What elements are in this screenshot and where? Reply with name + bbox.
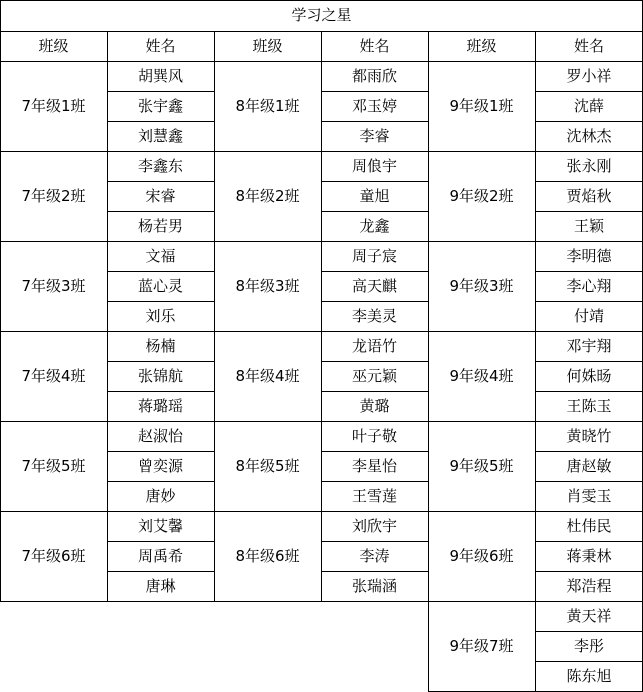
grid-line [535,61,536,692]
grid-line [321,31,322,62]
student-name-cell: 黄晓竹 [535,421,643,451]
grid-line [321,181,429,182]
grid-line [321,541,429,542]
grid-line [535,301,643,302]
student-name-cell: 李涛 [321,541,428,571]
student-name-cell: 邓宇翔 [535,331,643,361]
table-title: 学习之星 [0,0,643,31]
class-cell: 7年级3班 [0,241,107,331]
grid-line [214,31,215,62]
student-name-cell: 赵淑怡 [107,421,214,451]
grid-line [0,151,215,152]
grid-line [214,511,429,512]
grid-line [535,631,643,632]
student-name-cell: 李睿 [321,121,428,151]
grid-line [535,481,643,482]
student-name-cell: 罗小祥 [535,61,643,91]
student-name-cell: 周禹希 [107,541,214,571]
student-name-cell: 贾焰秋 [535,181,643,211]
student-name-cell: 王陈玉 [535,391,643,421]
class-cell: 9年级1班 [428,61,535,151]
student-name-cell: 刘慧鑫 [107,121,214,151]
class-cell: 7年级2班 [0,151,107,241]
grid-line [107,361,215,362]
student-name-cell: 李鑫东 [107,151,214,181]
grid-line [107,271,215,272]
grid-line [321,481,429,482]
student-name-cell: 刘欣宇 [321,511,428,541]
student-name-cell: 李心翔 [535,271,643,301]
grid-line [107,541,215,542]
student-name-cell: 文福 [107,241,214,271]
class-cell: 8年级5班 [214,421,321,511]
grid-line [107,391,215,392]
student-name-cell: 胡巽风 [107,61,214,91]
grid-line [535,181,643,182]
grid-line [321,211,429,212]
class-cell: 7年级5班 [0,421,107,511]
grid-line [0,511,215,512]
grid-line [321,391,429,392]
student-name-cell: 沈林杰 [535,121,643,151]
column-header-name: 姓名 [107,31,214,61]
student-name-cell: 张永刚 [535,151,643,181]
grid-line [428,601,643,602]
grid-line [0,31,1,62]
student-name-cell: 陈东旭 [535,661,643,691]
class-cell: 7年级1班 [0,61,107,151]
class-cell: 7年级6班 [0,511,107,601]
grid-line [321,91,429,92]
grid-line [0,0,643,1]
grid-line [107,451,215,452]
grid-line [321,571,429,572]
student-name-cell: 李星怡 [321,451,428,481]
student-name-cell: 黄天祥 [535,601,643,631]
grid-line [428,421,643,422]
student-name-cell: 肖雯玉 [535,481,643,511]
grid-line [214,151,429,152]
column-header-class: 班级 [214,31,321,61]
grid-line [428,61,429,692]
student-name-cell: 李明德 [535,241,643,271]
student-name-cell: 巫元颖 [321,361,428,391]
grid-line [107,91,215,92]
column-header-name: 姓名 [535,31,643,61]
student-name-cell: 张宇鑫 [107,91,214,121]
grid-line [214,421,429,422]
class-cell: 9年级5班 [428,421,535,511]
grid-line [214,331,429,332]
grid-line [0,421,215,422]
grid-line [107,571,215,572]
student-name-cell: 唐琳 [107,571,214,601]
grid-line [321,271,429,272]
student-name-cell: 刘艾馨 [107,511,214,541]
grid-line [535,451,643,452]
student-name-cell: 周俍宇 [321,151,428,181]
grid-line [107,301,215,302]
student-name-cell: 蒋璐瑶 [107,391,214,421]
grid-line [428,31,429,62]
student-name-cell: 都雨欣 [321,61,428,91]
grid-line [321,451,429,452]
grid-line [535,91,643,92]
grid-line [107,181,215,182]
grid-line [535,361,643,362]
grid-line [107,121,215,122]
grid-line [535,571,643,572]
student-name-cell: 周子宸 [321,241,428,271]
grid-line [0,601,215,602]
student-name-cell: 杨楠 [107,331,214,361]
student-name-cell: 高天麒 [321,271,428,301]
class-cell: 8年级6班 [214,511,321,601]
student-name-cell: 蒋秉林 [535,541,643,571]
grid-line [0,241,215,242]
grid-line [535,121,643,122]
grid-line [535,31,536,62]
grid-line [535,271,643,272]
student-name-cell: 张锦航 [107,361,214,391]
student-name-cell: 张瑞涵 [321,571,428,601]
grid-line [428,241,643,242]
class-cell: 8年级1班 [214,61,321,151]
grid-line [428,331,643,332]
class-cell: 9年级6班 [428,511,535,601]
student-name-cell: 童旭 [321,181,428,211]
class-cell: 9年级4班 [428,331,535,421]
grid-line [321,301,429,302]
student-name-cell: 杜伟民 [535,511,643,541]
student-name-cell: 沈薛 [535,91,643,121]
student-name-cell: 付靖 [535,301,643,331]
student-name-cell: 王雪莲 [321,481,428,511]
student-name-cell: 曾奕源 [107,451,214,481]
student-name-cell: 叶子敬 [321,421,428,451]
student-name-cell: 唐妙 [107,481,214,511]
student-name-cell: 王颖 [535,211,643,241]
grid-line [535,211,643,212]
class-cell: 8年级2班 [214,151,321,241]
class-cell: 9年级2班 [428,151,535,241]
column-header-class: 班级 [428,31,535,61]
grid-line [107,31,108,62]
student-name-cell: 邓玉婷 [321,91,428,121]
student-name-cell: 黄璐 [321,391,428,421]
class-cell: 7年级4班 [0,331,107,421]
grid-line [107,211,215,212]
student-name-cell: 李彤 [535,631,643,661]
student-name-cell: 郑浩程 [535,571,643,601]
grid-line [214,241,429,242]
grid-line [214,601,429,602]
class-cell: 9年级7班 [428,601,535,691]
grid-line [321,121,429,122]
grid-line [428,151,643,152]
grid-line [107,481,215,482]
student-name-cell: 龙语竹 [321,331,428,361]
class-cell: 9年级3班 [428,241,535,331]
grid-line [428,511,643,512]
grid-line [535,541,643,542]
grid-line [0,0,1,32]
grid-line [321,361,429,362]
student-name-cell: 何姝旸 [535,361,643,391]
column-header-class: 班级 [0,31,107,61]
student-name-cell: 蓝心灵 [107,271,214,301]
grid-line [535,661,643,662]
student-name-cell: 刘乐 [107,301,214,331]
student-name-cell: 李美灵 [321,301,428,331]
class-cell: 8年级3班 [214,241,321,331]
student-name-cell: 唐赵敏 [535,451,643,481]
grid-line [535,391,643,392]
student-name-cell: 杨若男 [107,211,214,241]
student-name-cell: 龙鑫 [321,211,428,241]
class-cell: 8年级4班 [214,331,321,421]
student-name-cell: 宋睿 [107,181,214,211]
grid-line [0,331,215,332]
column-header-name: 姓名 [321,31,428,61]
